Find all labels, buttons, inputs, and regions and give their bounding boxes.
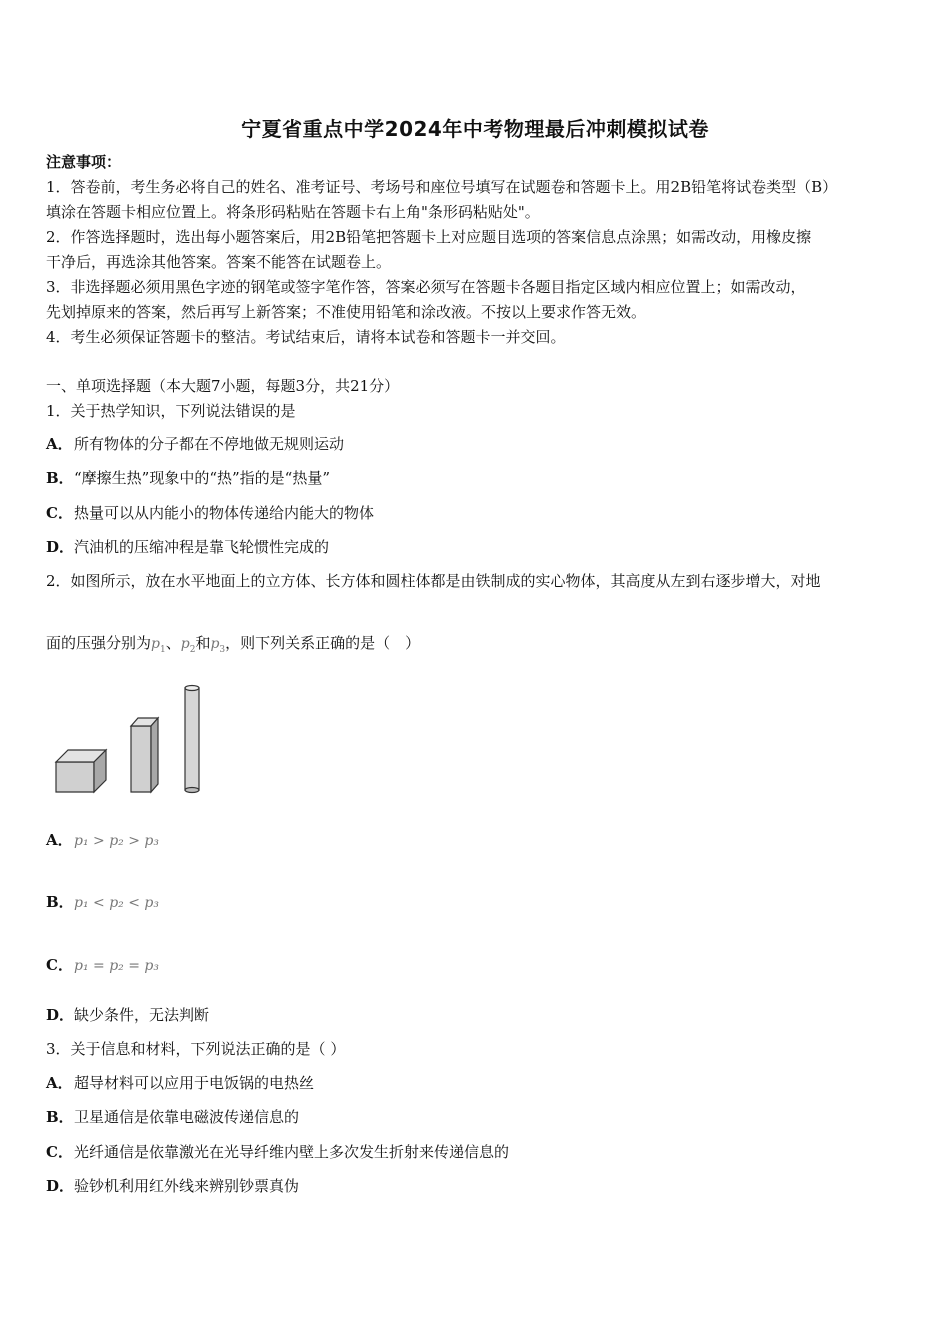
cylinder-shape: [185, 686, 199, 793]
q1-option-d: [46, 537, 329, 557]
stem-text: 面的压强分别为: [46, 634, 152, 652]
notice-line: 填涂在答题卡相应位置上。将条形码粘贴在答题卡右上角"条形码粘贴处"。: [46, 203, 540, 221]
option-letter: D．: [46, 538, 75, 556]
option-expression: p₁ > p₂ > p₃: [74, 833, 159, 849]
notice-line: 2．作答选择题时，选出每小题答案后，用2B铅笔把答题卡上对应题目选项的答案信息点涂黑；如需改动，用橡皮擦: [46, 228, 812, 246]
q3-option-a: [46, 1073, 314, 1093]
q1-option-a: [46, 434, 344, 454]
q3-option-c: [46, 1142, 509, 1162]
option-text: 卫星通信是依靠电磁波传递信息的: [74, 1108, 300, 1126]
question-1-stem: 1．关于热学知识，下列说法错误的是: [46, 402, 296, 420]
section-heading: 一、单项选择题（本大题7小题，每题3分，共21分）: [46, 377, 400, 395]
question-2-stem: 2．如图所示，放在水平地面上的立方体、长方体和圆柱体都是由铁制成的实心物体，其高度从左到右逐步增大，对地: [46, 572, 821, 590]
q2-option-b: [46, 892, 159, 913]
option-text: 验钞机利用红外线来辨别钞票真伪: [74, 1177, 300, 1195]
option-expression: p₁ < p₂ < p₃: [74, 895, 159, 911]
option-letter: B．: [46, 893, 74, 911]
separator: 和: [195, 634, 211, 652]
option-text: 汽油机的压缩冲程是靠飞轮惯性完成的: [74, 538, 330, 556]
solids-figure: [52, 678, 222, 798]
question-3-stem: 3．关于信息和材料，下列说法正确的是（ ）: [46, 1040, 346, 1058]
option-letter: D．: [46, 1006, 75, 1024]
notice-line: 先划掉原来的答案，然后再写上新答案；不准使用铅笔和涂改液。不按以上要求作答无效。: [46, 303, 647, 321]
option-letter: C．: [46, 504, 73, 522]
option-text: 所有物体的分子都在不停地做无规则运动: [74, 435, 345, 453]
option-letter: C．: [46, 1143, 73, 1161]
notice-line: 1．答卷前，考生务必将自己的姓名、准考证号、考场号和座位号填写在试题卷和答题卡上。用2B铅笔将试卷类型（B）: [46, 178, 838, 196]
q1-option-b: [46, 468, 330, 488]
q3-option-b: [46, 1107, 299, 1127]
notice-line: 4．考生必须保证答题卡的整洁。考试结束后，请将本试卷和答题卡一并交回。: [46, 328, 566, 346]
separator: 、: [165, 634, 181, 652]
option-letter: A．: [46, 1074, 73, 1092]
q1-option-c: [46, 503, 374, 523]
option-letter: C．: [46, 956, 73, 974]
q2-option-a: [46, 830, 159, 851]
option-text: 光纤通信是依靠激光在光导纤维内壁上多次发生折射来传递信息的: [74, 1143, 510, 1161]
notice-line: 干净后，再选涂其他答案。答案不能答在试题卷上。: [46, 253, 392, 271]
option-letter: A．: [46, 831, 73, 849]
option-letter: B．: [46, 1108, 74, 1126]
p1-symbol: $p_1$: [151, 636, 166, 655]
option-text: 超导材料可以应用于电饭锅的电热丝: [74, 1074, 315, 1092]
q2-option-c: [46, 955, 159, 976]
option-expression: p₁ = p₂ = p₃: [74, 958, 159, 974]
option-text: “摩擦生热”现象中的“热”指的是“热量”: [74, 469, 331, 487]
option-letter: A．: [46, 435, 73, 453]
option-text: 热量可以从内能小的物体传递给内能大的物体: [74, 504, 375, 522]
q3-option-d: [46, 1176, 299, 1196]
cube-shape: [56, 750, 106, 792]
stem-text: ，则下列关系正确的是（ ）: [225, 634, 421, 652]
option-letter: D．: [46, 1177, 75, 1195]
page-title: 宁夏省重点中学2024年中考物理最后冲刺模拟试卷: [241, 117, 709, 141]
cuboid-shape: [131, 718, 158, 792]
p3-symbol: $p_3$: [210, 636, 226, 655]
question-2-stem-cont: [46, 633, 420, 660]
notice-line: 3．非选择题必须用黑色字迹的钢笔或签字笔作答，答案必须写在答题卡各题目指定区域内相应位置上；如需改动，: [46, 278, 806, 296]
option-text: 缺少条件，无法判断: [74, 1006, 210, 1024]
notice-heading: 注意事项：: [46, 153, 122, 171]
p2-symbol: $p_2$: [180, 636, 196, 655]
q2-option-d: [46, 1005, 209, 1025]
option-letter: B．: [46, 469, 74, 487]
